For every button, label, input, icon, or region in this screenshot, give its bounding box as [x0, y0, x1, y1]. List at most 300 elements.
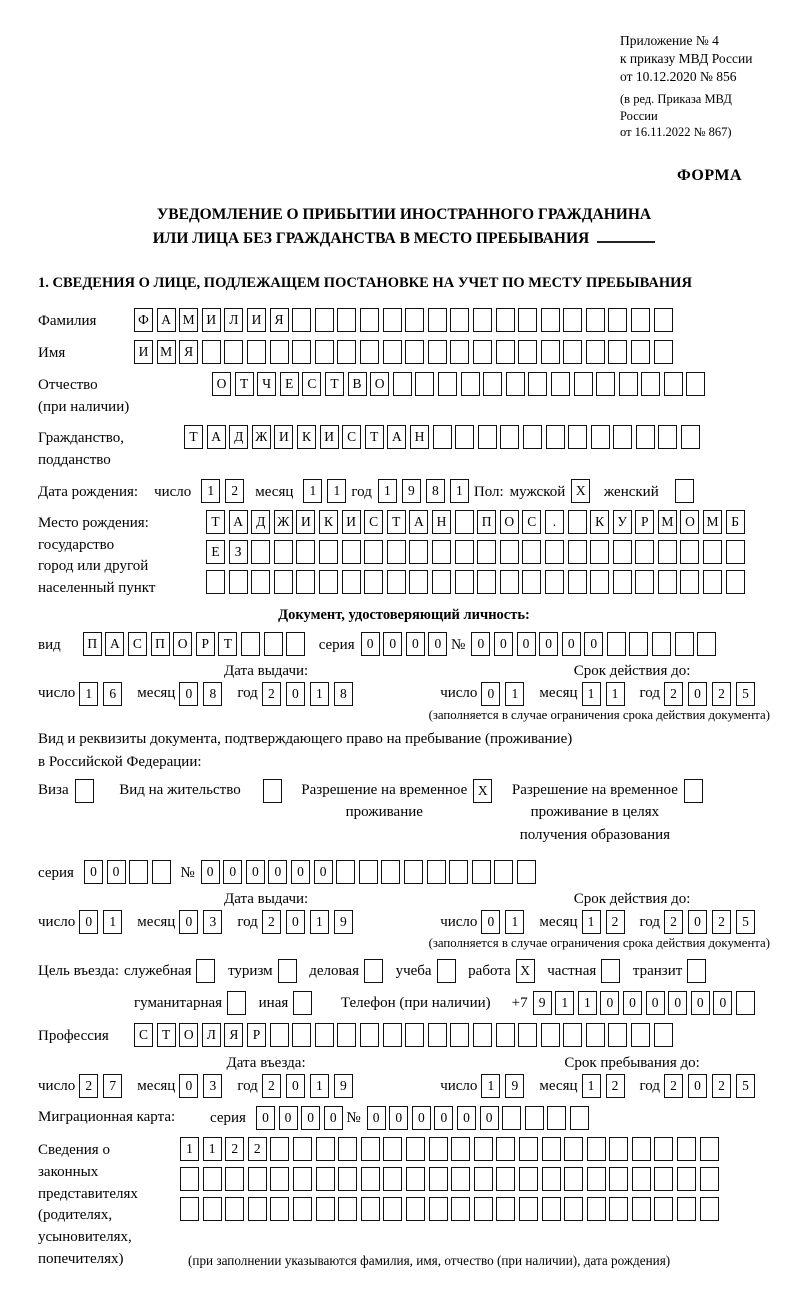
char-cell[interactable] [455, 540, 474, 564]
char-cell[interactable] [337, 1023, 356, 1047]
char-cell[interactable]: А [105, 632, 124, 656]
char-cell[interactable]: 0 [389, 1106, 408, 1130]
char-cell[interactable] [247, 340, 266, 364]
purpose-transit-checkbox[interactable] [687, 959, 710, 983]
char-cell[interactable] [315, 308, 334, 332]
char-cell[interactable]: А [387, 425, 406, 449]
char-cell[interactable] [568, 540, 587, 564]
char-cell[interactable] [180, 1197, 199, 1221]
citizenship-cells[interactable] [184, 425, 704, 449]
char-cell[interactable]: Е [206, 540, 225, 564]
char-cell[interactable] [451, 1197, 470, 1221]
char-cell[interactable]: Ч [257, 372, 276, 396]
char-cell[interactable] [296, 540, 315, 564]
char-cell[interactable]: 2 [664, 1074, 683, 1098]
char-cell[interactable] [474, 1197, 493, 1221]
char-cell[interactable] [726, 570, 745, 594]
char-cell[interactable] [697, 632, 716, 656]
char-cell[interactable]: 2 [248, 1137, 267, 1161]
char-cell[interactable] [387, 570, 406, 594]
char-cell[interactable]: 0 [286, 910, 305, 934]
char-cell[interactable] [406, 1167, 425, 1191]
char-cell[interactable] [700, 1137, 719, 1161]
char-cell[interactable]: 0 [562, 632, 581, 656]
char-cell[interactable] [270, 340, 289, 364]
char-cell[interactable]: Ж [274, 510, 293, 534]
char-cell[interactable]: 0 [291, 860, 310, 884]
stay-day-cells[interactable] [481, 1074, 529, 1098]
char-cell[interactable] [404, 860, 423, 884]
char-cell[interactable]: 0 [428, 632, 447, 656]
char-cell[interactable] [609, 1137, 628, 1161]
char-cell[interactable]: X [571, 479, 590, 503]
char-cell[interactable] [518, 308, 537, 332]
char-cell[interactable] [542, 1137, 561, 1161]
char-cell[interactable]: 0 [84, 860, 103, 884]
char-cell[interactable] [587, 1137, 606, 1161]
char-cell[interactable]: 2 [225, 1137, 244, 1161]
char-cell[interactable]: Д [251, 510, 270, 534]
char-cell[interactable] [677, 1197, 696, 1221]
char-cell[interactable] [636, 425, 655, 449]
char-cell[interactable]: 1 [582, 910, 601, 934]
char-cell[interactable] [477, 570, 496, 594]
char-cell[interactable]: 0 [688, 910, 707, 934]
char-cell[interactable] [677, 1167, 696, 1191]
char-cell[interactable]: . [545, 510, 564, 534]
char-cell[interactable] [293, 1167, 312, 1191]
char-cell[interactable]: 8 [334, 682, 353, 706]
char-cell[interactable] [75, 779, 94, 803]
char-cell[interactable]: К [297, 425, 316, 449]
char-cell[interactable] [726, 540, 745, 564]
char-cell[interactable] [428, 1023, 447, 1047]
char-cell[interactable] [383, 1167, 402, 1191]
char-cell[interactable]: 1 [505, 910, 524, 934]
char-cell[interactable] [451, 1137, 470, 1161]
char-cell[interactable] [658, 570, 677, 594]
char-cell[interactable] [433, 425, 452, 449]
char-cell[interactable] [525, 1106, 544, 1130]
char-cell[interactable] [629, 632, 648, 656]
char-cell[interactable] [496, 1197, 515, 1221]
char-cell[interactable] [613, 570, 632, 594]
char-cell[interactable]: 8 [426, 479, 445, 503]
char-cell[interactable]: 1 [555, 991, 574, 1015]
char-cell[interactable] [496, 1167, 515, 1191]
char-cell[interactable] [546, 425, 565, 449]
char-cell[interactable]: 5 [736, 1074, 755, 1098]
char-cell[interactable] [427, 860, 446, 884]
char-cell[interactable] [342, 570, 361, 594]
char-cell[interactable] [248, 1167, 267, 1191]
char-cell[interactable] [654, 308, 673, 332]
char-cell[interactable] [129, 860, 148, 884]
char-cell[interactable]: С [364, 510, 383, 534]
char-cell[interactable]: 0 [517, 632, 536, 656]
char-cell[interactable]: Я [179, 340, 198, 364]
char-cell[interactable] [415, 372, 434, 396]
char-cell[interactable] [450, 1023, 469, 1047]
char-cell[interactable]: 9 [533, 991, 552, 1015]
representatives-cells-row1[interactable] [180, 1137, 722, 1161]
char-cell[interactable] [229, 570, 248, 594]
char-cell[interactable] [383, 308, 402, 332]
char-cell[interactable] [338, 1167, 357, 1191]
char-cell[interactable]: О [370, 372, 389, 396]
char-cell[interactable] [654, 1197, 673, 1221]
char-cell[interactable]: 0 [481, 682, 500, 706]
char-cell[interactable] [563, 1023, 582, 1047]
char-cell[interactable] [361, 1167, 380, 1191]
char-cell[interactable] [687, 959, 706, 983]
char-cell[interactable]: X [473, 779, 492, 803]
char-cell[interactable]: 1 [103, 910, 122, 934]
char-cell[interactable] [274, 570, 293, 594]
char-cell[interactable]: С [128, 632, 147, 656]
char-cell[interactable]: 2 [262, 910, 281, 934]
residence-number-cells[interactable] [201, 860, 540, 884]
char-cell[interactable]: Р [247, 1023, 266, 1047]
char-cell[interactable] [523, 425, 542, 449]
char-cell[interactable]: 1 [378, 479, 397, 503]
char-cell[interactable]: 0 [246, 860, 265, 884]
char-cell[interactable] [500, 540, 519, 564]
char-cell[interactable] [613, 540, 632, 564]
char-cell[interactable] [506, 372, 525, 396]
char-cell[interactable] [675, 479, 694, 503]
char-cell[interactable] [700, 1197, 719, 1221]
char-cell[interactable]: 1 [582, 1074, 601, 1098]
char-cell[interactable]: М [658, 510, 677, 534]
char-cell[interactable] [587, 1167, 606, 1191]
char-cell[interactable]: Т [387, 510, 406, 534]
residence-permit-checkbox[interactable] [263, 779, 286, 803]
char-cell[interactable]: 5 [736, 910, 755, 934]
birth-year-cells[interactable] [378, 479, 474, 503]
char-cell[interactable] [451, 1167, 470, 1191]
char-cell[interactable] [342, 540, 361, 564]
char-cell[interactable]: 0 [179, 682, 198, 706]
char-cell[interactable] [541, 1023, 560, 1047]
char-cell[interactable] [296, 570, 315, 594]
char-cell[interactable]: 0 [179, 1074, 198, 1098]
char-cell[interactable] [429, 1197, 448, 1221]
char-cell[interactable] [680, 540, 699, 564]
char-cell[interactable] [528, 372, 547, 396]
char-cell[interactable] [241, 632, 260, 656]
char-cell[interactable]: 0 [480, 1106, 499, 1130]
char-cell[interactable]: Т [157, 1023, 176, 1047]
char-cell[interactable] [570, 1106, 589, 1130]
char-cell[interactable] [225, 1197, 244, 1221]
identity-issue-year-cells[interactable] [262, 682, 358, 706]
char-cell[interactable] [225, 1167, 244, 1191]
char-cell[interactable] [461, 372, 480, 396]
purpose-other-checkbox[interactable] [293, 991, 316, 1015]
char-cell[interactable]: 1 [310, 1074, 329, 1098]
char-cell[interactable]: К [319, 510, 338, 534]
entry-day-cells[interactable] [79, 1074, 127, 1098]
char-cell[interactable] [586, 340, 605, 364]
temp-permit-edu-checkbox[interactable] [684, 779, 707, 803]
char-cell[interactable] [519, 1197, 538, 1221]
entry-month-cells[interactable] [179, 1074, 227, 1098]
char-cell[interactable] [428, 308, 447, 332]
char-cell[interactable]: И [247, 308, 266, 332]
char-cell[interactable]: 0 [324, 1106, 343, 1130]
char-cell[interactable]: 1 [582, 682, 601, 706]
char-cell[interactable] [432, 540, 451, 564]
char-cell[interactable] [227, 991, 246, 1015]
representatives-cells-row3[interactable] [180, 1197, 722, 1221]
surname-cells[interactable] [134, 308, 676, 332]
char-cell[interactable]: Р [635, 510, 654, 534]
birth-place-cells-row1[interactable] [206, 510, 748, 534]
char-cell[interactable]: 1 [481, 1074, 500, 1098]
char-cell[interactable]: 9 [334, 1074, 353, 1098]
char-cell[interactable]: 2 [225, 479, 244, 503]
char-cell[interactable] [473, 340, 492, 364]
residence-issue-year-cells[interactable] [262, 910, 358, 934]
char-cell[interactable]: 0 [79, 910, 98, 934]
char-cell[interactable]: Л [224, 308, 243, 332]
char-cell[interactable]: 3 [203, 910, 222, 934]
char-cell[interactable] [429, 1137, 448, 1161]
char-cell[interactable] [337, 308, 356, 332]
char-cell[interactable]: Т [365, 425, 384, 449]
gender-male-checkbox[interactable] [571, 479, 594, 503]
char-cell[interactable] [684, 779, 703, 803]
char-cell[interactable]: 8 [203, 682, 222, 706]
char-cell[interactable]: 0 [457, 1106, 476, 1130]
birth-day-cells[interactable] [201, 479, 249, 503]
char-cell[interactable] [316, 1167, 335, 1191]
stay-month-cells[interactable] [582, 1074, 630, 1098]
char-cell[interactable]: 1 [606, 682, 625, 706]
identity-series-cells[interactable] [361, 632, 451, 656]
char-cell[interactable] [360, 340, 379, 364]
char-cell[interactable] [568, 570, 587, 594]
char-cell[interactable]: 2 [712, 910, 731, 934]
char-cell[interactable] [601, 959, 620, 983]
char-cell[interactable] [364, 540, 383, 564]
gender-female-checkbox[interactable] [675, 479, 698, 503]
char-cell[interactable]: 1 [578, 991, 597, 1015]
char-cell[interactable] [251, 540, 270, 564]
char-cell[interactable] [551, 372, 570, 396]
residence-issue-month-cells[interactable] [179, 910, 227, 934]
char-cell[interactable]: 2 [262, 1074, 281, 1098]
char-cell[interactable]: 5 [736, 682, 755, 706]
char-cell[interactable] [632, 1197, 651, 1221]
char-cell[interactable] [270, 1023, 289, 1047]
char-cell[interactable] [455, 510, 474, 534]
identity-kind-cells[interactable] [83, 632, 309, 656]
char-cell[interactable]: 1 [180, 1137, 199, 1161]
char-cell[interactable]: Р [196, 632, 215, 656]
char-cell[interactable]: 0 [713, 991, 732, 1015]
char-cell[interactable]: 2 [664, 910, 683, 934]
char-cell[interactable]: 2 [712, 1074, 731, 1098]
char-cell[interactable]: Л [202, 1023, 221, 1047]
char-cell[interactable] [613, 425, 632, 449]
char-cell[interactable] [387, 540, 406, 564]
char-cell[interactable] [686, 372, 705, 396]
char-cell[interactable] [293, 1137, 312, 1161]
char-cell[interactable] [405, 308, 424, 332]
char-cell[interactable] [248, 1197, 267, 1221]
char-cell[interactable] [542, 1197, 561, 1221]
char-cell[interactable]: А [207, 425, 226, 449]
char-cell[interactable] [224, 340, 243, 364]
char-cell[interactable]: 9 [505, 1074, 524, 1098]
char-cell[interactable] [608, 308, 627, 332]
char-cell[interactable]: В [348, 372, 367, 396]
char-cell[interactable]: 1 [505, 682, 524, 706]
birth-place-cells-row3[interactable] [206, 570, 748, 594]
purpose-business-checkbox[interactable] [364, 959, 387, 983]
char-cell[interactable] [496, 340, 515, 364]
char-cell[interactable]: 0 [268, 860, 287, 884]
char-cell[interactable]: М [179, 308, 198, 332]
char-cell[interactable]: О [179, 1023, 198, 1047]
char-cell[interactable] [681, 425, 700, 449]
char-cell[interactable] [428, 340, 447, 364]
char-cell[interactable] [251, 570, 270, 594]
char-cell[interactable] [293, 1197, 312, 1221]
char-cell[interactable]: 2 [606, 1074, 625, 1098]
char-cell[interactable]: Т [184, 425, 203, 449]
char-cell[interactable]: З [229, 540, 248, 564]
char-cell[interactable] [496, 308, 515, 332]
char-cell[interactable] [438, 372, 457, 396]
char-cell[interactable]: 2 [606, 910, 625, 934]
char-cell[interactable]: X [516, 959, 535, 983]
char-cell[interactable]: 0 [367, 1106, 386, 1130]
char-cell[interactable]: 0 [668, 991, 687, 1015]
char-cell[interactable] [429, 1167, 448, 1191]
char-cell[interactable]: 0 [646, 991, 665, 1015]
residence-valid-day-cells[interactable] [481, 910, 529, 934]
residence-issue-day-cells[interactable] [79, 910, 127, 934]
char-cell[interactable] [152, 860, 171, 884]
char-cell[interactable] [564, 1137, 583, 1161]
char-cell[interactable] [364, 959, 383, 983]
birth-place-cells-row2[interactable] [206, 540, 748, 564]
char-cell[interactable] [274, 540, 293, 564]
char-cell[interactable]: Т [235, 372, 254, 396]
char-cell[interactable]: С [522, 510, 541, 534]
char-cell[interactable] [292, 1023, 311, 1047]
char-cell[interactable] [545, 570, 564, 594]
char-cell[interactable] [587, 1197, 606, 1221]
char-cell[interactable]: Н [410, 425, 429, 449]
char-cell[interactable] [292, 340, 311, 364]
char-cell[interactable] [278, 959, 297, 983]
char-cell[interactable]: И [274, 425, 293, 449]
identity-valid-year-cells[interactable] [664, 682, 760, 706]
char-cell[interactable] [654, 1137, 673, 1161]
char-cell[interactable] [270, 1167, 289, 1191]
char-cell[interactable] [736, 991, 755, 1015]
char-cell[interactable]: А [229, 510, 248, 534]
char-cell[interactable] [393, 372, 412, 396]
char-cell[interactable]: У [613, 510, 632, 534]
char-cell[interactable]: Я [224, 1023, 243, 1047]
char-cell[interactable]: 0 [584, 632, 603, 656]
char-cell[interactable]: 0 [107, 860, 126, 884]
char-cell[interactable] [519, 1167, 538, 1191]
char-cell[interactable] [455, 425, 474, 449]
residence-valid-month-cells[interactable] [582, 910, 630, 934]
char-cell[interactable]: И [342, 510, 361, 534]
migration-series-cells[interactable] [256, 1106, 346, 1130]
temp-permit-checkbox[interactable] [473, 779, 496, 803]
char-cell[interactable]: 0 [434, 1106, 453, 1130]
char-cell[interactable] [474, 1167, 493, 1191]
char-cell[interactable] [292, 308, 311, 332]
char-cell[interactable] [315, 1023, 334, 1047]
char-cell[interactable]: 7 [103, 1074, 122, 1098]
char-cell[interactable] [502, 1106, 521, 1130]
char-cell[interactable] [564, 1167, 583, 1191]
char-cell[interactable] [474, 1137, 493, 1161]
char-cell[interactable]: И [320, 425, 339, 449]
char-cell[interactable] [473, 1023, 492, 1047]
char-cell[interactable] [359, 860, 378, 884]
char-cell[interactable] [631, 1023, 650, 1047]
char-cell[interactable]: 0 [256, 1106, 275, 1130]
char-cell[interactable] [360, 1023, 379, 1047]
char-cell[interactable]: О [680, 510, 699, 534]
char-cell[interactable] [607, 632, 626, 656]
char-cell[interactable]: Т [325, 372, 344, 396]
char-cell[interactable] [381, 860, 400, 884]
char-cell[interactable] [293, 991, 312, 1015]
char-cell[interactable]: О [173, 632, 192, 656]
char-cell[interactable] [564, 1197, 583, 1221]
char-cell[interactable] [586, 308, 605, 332]
residence-valid-year-cells[interactable] [664, 910, 760, 934]
char-cell[interactable]: Н [432, 510, 451, 534]
char-cell[interactable]: О [212, 372, 231, 396]
char-cell[interactable] [586, 1023, 605, 1047]
char-cell[interactable] [409, 540, 428, 564]
char-cell[interactable]: 0 [286, 682, 305, 706]
char-cell[interactable]: 0 [301, 1106, 320, 1130]
char-cell[interactable]: 1 [310, 682, 329, 706]
char-cell[interactable]: 0 [406, 632, 425, 656]
char-cell[interactable] [631, 308, 650, 332]
char-cell[interactable]: Д [229, 425, 248, 449]
char-cell[interactable] [319, 540, 338, 564]
char-cell[interactable] [472, 860, 491, 884]
char-cell[interactable] [652, 632, 671, 656]
char-cell[interactable]: 0 [494, 632, 513, 656]
char-cell[interactable] [383, 1023, 402, 1047]
char-cell[interactable]: 0 [471, 632, 490, 656]
char-cell[interactable] [547, 1106, 566, 1130]
char-cell[interactable]: М [703, 510, 722, 534]
char-cell[interactable] [202, 340, 221, 364]
char-cell[interactable] [360, 308, 379, 332]
char-cell[interactable] [406, 1137, 425, 1161]
purpose-private-checkbox[interactable] [601, 959, 624, 983]
char-cell[interactable] [316, 1137, 335, 1161]
char-cell[interactable] [519, 1137, 538, 1161]
char-cell[interactable]: 0 [361, 632, 380, 656]
